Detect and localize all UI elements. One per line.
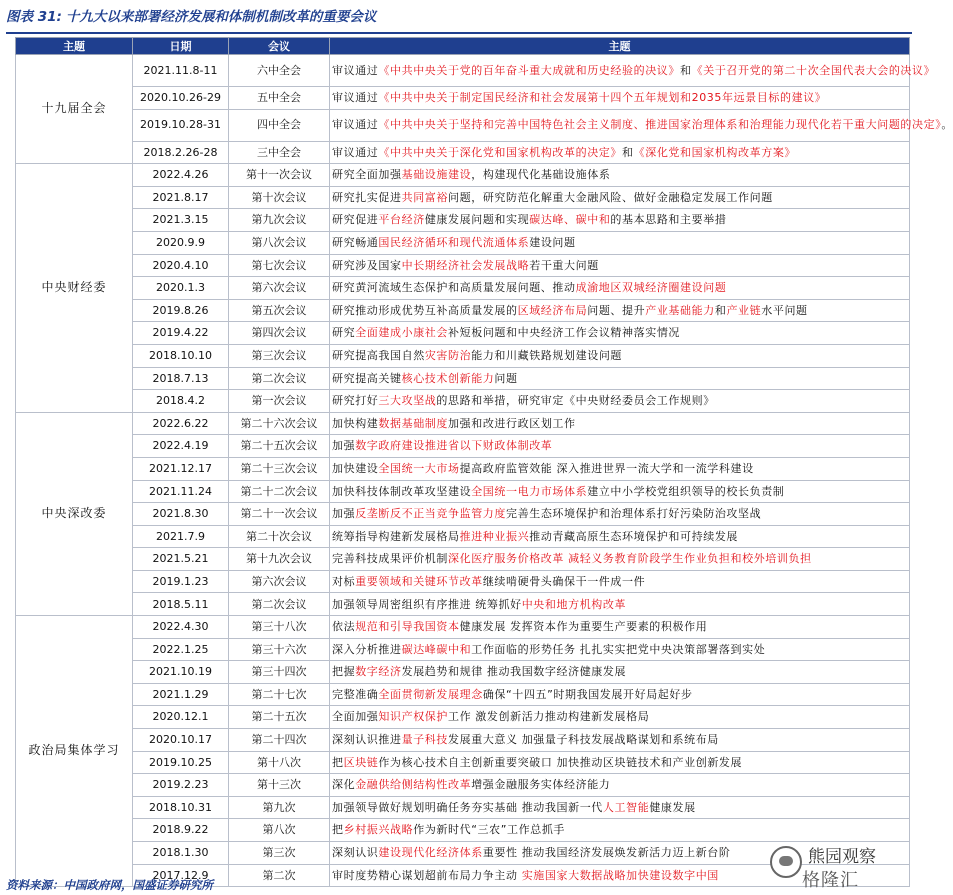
topic-text: 把: [332, 755, 344, 769]
topic-text: 把握: [332, 665, 356, 679]
date-cell: 2021.8.30: [133, 503, 229, 526]
theme-cell: 中央深改委: [16, 412, 133, 615]
meeting-cell: 三中全会: [229, 141, 330, 164]
highlight-text: 灾害防治: [424, 348, 472, 362]
meeting-cell: 第三十八次: [229, 616, 330, 639]
watermark: [770, 842, 910, 892]
topic-cell: [330, 683, 910, 706]
topic-text: 审议通过: [332, 91, 379, 105]
topic-text: 加强领导做好规划明确任务夯实基础 推动我国新一代: [332, 800, 603, 814]
date-cell: 2020.10.26-29: [133, 87, 229, 110]
table-row: [16, 390, 910, 413]
meeting-cell: 第三次会议: [229, 344, 330, 367]
highlight-text: 规范和引导我国资本: [355, 620, 460, 634]
highlight-text: 《中共中央关于制定国民经济和社会发展第十四个五年规划和2035年远景目标的建议》: [378, 91, 827, 105]
topic-cell: [330, 87, 910, 110]
highlight-text: 金融供给侧结构性改革: [355, 778, 472, 792]
highlight-text: 产业基础能力: [645, 303, 715, 317]
topic-text: 研究推动形成优势互补高质量发展的: [332, 303, 518, 317]
topic-text: 工作 激发创新活力推动构建新发展格局: [448, 710, 650, 724]
highlight-text: 平台经济: [378, 213, 425, 227]
header-date: 日期: [133, 38, 229, 55]
topic-text: 问题、提升: [587, 303, 646, 317]
highlight-text: 全国统一电力市场体系: [471, 484, 588, 498]
meeting-cell: 第七次会议: [229, 254, 330, 277]
meeting-cell: 第六次会议: [229, 277, 330, 300]
topic-text: 加快建设: [332, 461, 379, 475]
highlight-text: 共同富裕: [401, 190, 449, 204]
highlight-text: 《中共中央关于党的百年奋斗重大成就和历史经验的决议》: [378, 63, 681, 77]
topic-text: 发展趋势和规律 推动我国数字经济健康发展: [401, 665, 627, 679]
date-cell: 2020.4.10: [133, 254, 229, 277]
date-cell: 2019.4.22: [133, 322, 229, 345]
highlight-text: 反垄断反不正当竞争监管力度: [355, 507, 507, 521]
date-cell: 2021.11.24: [133, 480, 229, 503]
highlight-text: 实施国家大数据战略加快建设数字中国: [521, 868, 719, 882]
topic-text: 研究提高我国自然: [332, 348, 425, 362]
topic-text: 研究促进: [332, 213, 379, 227]
topic-text: 研究打好: [332, 394, 379, 408]
table-row: [16, 109, 910, 141]
header-meeting: 会议: [229, 38, 330, 55]
highlight-text: 人工智能: [602, 800, 650, 814]
topic-text: 加强: [332, 507, 356, 521]
date-cell: 2021.10.19: [133, 661, 229, 684]
topic-cell: [330, 570, 910, 593]
highlight-text: 《中共中央关于深化党和国家机构改革的决定》: [378, 145, 623, 159]
topic-text: 能力和川藏铁路规划建设问题: [471, 348, 623, 362]
highlight-text: 乡村振兴战略: [343, 823, 414, 837]
table-row: [16, 55, 910, 87]
topic-text: 研究扎实促进: [332, 190, 402, 204]
topic-cell: [330, 186, 910, 209]
table-row: [16, 344, 910, 367]
topic-cell: [330, 109, 953, 141]
table-row: [16, 638, 910, 661]
date-cell: 2020.10.17: [133, 729, 229, 752]
meeting-cell: 第三十六次: [229, 638, 330, 661]
topic-cell: [330, 164, 910, 187]
topic-text: 推动青藏高原生态环境保护和可持续发展: [529, 529, 739, 543]
topic-cell: [330, 503, 910, 526]
meeting-cell: 第二十六次会议: [229, 412, 330, 435]
topic-cell: [330, 231, 910, 254]
topic-text: 提高政府监管效能 深入推进世界一流大学和一流学科建设: [459, 461, 754, 475]
theme-cell: 政治局集体学习: [16, 616, 133, 887]
meeting-cell: 第十九次会议: [229, 548, 330, 571]
date-cell: 2017.12.9: [133, 864, 229, 887]
table-row: [16, 209, 910, 232]
topic-cell: [330, 661, 910, 684]
topic-cell: [330, 706, 910, 729]
topic-text: 加快科技体制改革攻坚建设: [332, 484, 472, 498]
meeting-cell: 第二次会议: [229, 593, 330, 616]
topic-cell: [330, 435, 910, 458]
topic-cell: [330, 774, 910, 797]
meeting-cell: 第十次会议: [229, 186, 330, 209]
topic-text: 健康发展 发挥资本作为重要生产要素的积极作用: [459, 620, 708, 634]
wechat-icon: [770, 846, 802, 878]
table-row: [16, 570, 910, 593]
highlight-text: 《关于召开党的第二十次全国代表大会的决议》: [691, 63, 936, 77]
topic-cell: [330, 457, 910, 480]
highlight-text: 全国统一大市场: [378, 461, 460, 475]
topic-text: 审议通过: [332, 145, 379, 159]
date-cell: 2018.5.11: [133, 593, 229, 616]
topic-cell: [330, 344, 910, 367]
figure-label: 图表 31:: [6, 9, 62, 25]
date-cell: 2018.4.2: [133, 390, 229, 413]
table-row: [16, 322, 910, 345]
topic-cell: [330, 819, 910, 842]
table-row: [16, 457, 910, 480]
table-row: [16, 729, 910, 752]
figure-title: [6, 4, 912, 34]
topic-text: 完善科技成果评价机制: [332, 552, 448, 566]
topic-text: 建立中小学校党组织领导的校长负责制: [587, 484, 785, 498]
watermark-line2: 格隆汇: [802, 870, 859, 891]
topic-text: 研究: [332, 326, 356, 340]
date-cell: 2019.8.26: [133, 299, 229, 322]
topic-text: 研究提高关键: [332, 371, 402, 385]
table-row: [16, 683, 910, 706]
date-cell: 2018.7.13: [133, 367, 229, 390]
highlight-text: 知识产权保护: [378, 710, 449, 724]
table-row: [16, 706, 910, 729]
table-row: [16, 164, 910, 187]
highlight-text: 数字经济: [355, 665, 402, 679]
topic-cell: [330, 299, 910, 322]
topic-cell: [330, 254, 910, 277]
highlight-text: 量子科技: [401, 733, 449, 747]
table-row: [16, 503, 910, 526]
topic-text: 。: [941, 118, 953, 132]
topic-text: 作为新时代“三农”工作总抓手: [413, 823, 566, 837]
table-row: [16, 435, 910, 458]
table-row: [16, 277, 910, 300]
meeting-cell: 第三次: [229, 842, 330, 865]
theme-cell: 中央财经委: [16, 164, 133, 413]
topic-cell: [330, 412, 910, 435]
meeting-cell: 四中全会: [229, 109, 330, 141]
topic-text: 重要性 推动我国经济发展焕发新活力迈上新台阶: [482, 846, 731, 860]
topic-text: 审议通过: [332, 63, 379, 77]
meeting-cell: 第二十一次会议: [229, 503, 330, 526]
topic-text: 完整准确: [332, 687, 379, 701]
meeting-cell: 第二十次会议: [229, 525, 330, 548]
topic-cell: [330, 796, 910, 819]
topic-cell: [330, 322, 910, 345]
date-cell: 2021.3.15: [133, 209, 229, 232]
highlight-text: 核心技术创新能力: [401, 371, 495, 385]
topic-text: 对标: [332, 574, 356, 588]
topic-text: 作为核心技术自主创新重要突破口 加快推动区块链技术和产业创新发展: [378, 755, 743, 769]
meeting-cell: 第二次: [229, 864, 330, 887]
topic-text: 继续啃硬骨头确保干一件成一件: [482, 574, 646, 588]
topic-text: 和: [622, 145, 634, 159]
topic-cell: [330, 638, 910, 661]
figure-title-text: 十九大以来部署经济发展和体制机制改革的重要会议: [65, 9, 377, 25]
meetings-table: [15, 37, 953, 887]
topic-text: 工作面临的形势任务 扎扎实实把党中央决策部署落到实处: [471, 642, 766, 656]
date-cell: 2019.1.23: [133, 570, 229, 593]
topic-text: 深刻认识推进: [332, 733, 402, 747]
table-row: [16, 525, 910, 548]
topic-text: 和: [680, 63, 692, 77]
meeting-cell: 第八次会议: [229, 231, 330, 254]
topic-text: 研究涉及国家: [332, 258, 402, 272]
topic-text: 审时度势精心谋划超前布局力争主动: [332, 868, 522, 882]
highlight-text: 《深化党和国家机构改革方案》: [633, 145, 797, 159]
highlight-text: 数字政府建设: [355, 439, 425, 453]
date-cell: 2018.1.30: [133, 842, 229, 865]
table-row: [16, 367, 910, 390]
topic-text: 发展重大意义 加强量子科技发展战略谋划和系统布局: [448, 733, 719, 747]
topic-text: 加强领导周密组织有序推进 统筹抓好: [332, 597, 522, 611]
date-cell: 2022.1.25: [133, 638, 229, 661]
topic-text: 深化: [332, 778, 356, 792]
topic-text: 补短板问题和中央经济工作会议精神落实情况: [448, 326, 681, 340]
meeting-cell: 第八次: [229, 819, 330, 842]
topic-text: 若干重大问题: [529, 258, 599, 272]
meeting-cell: 第二十三次会议: [229, 457, 330, 480]
date-cell: 2020.12.1: [133, 706, 229, 729]
topic-text: 的基本思路和主要举措: [610, 213, 727, 227]
date-cell: 2022.4.19: [133, 435, 229, 458]
topic-cell: [330, 390, 910, 413]
date-cell: 2021.1.29: [133, 683, 229, 706]
table-row: [16, 87, 910, 110]
table-row: [16, 412, 910, 435]
topic-cell: [330, 480, 910, 503]
watermark-line1: 熊园观察: [808, 847, 876, 867]
date-cell: 2021.12.17: [133, 457, 229, 480]
table-row: [16, 819, 910, 842]
table-row: [16, 141, 910, 164]
highlight-text: 碳达峰、碳中和: [529, 213, 611, 227]
topic-cell: [330, 616, 910, 639]
meeting-cell: 第三十四次: [229, 661, 330, 684]
highlight-text: 国民经济循环和现代流通体系: [378, 236, 530, 250]
topic-text: 统筹指导构建新发展格局: [332, 529, 460, 543]
highlight-text: 碳达峰碳中和: [401, 642, 472, 656]
highlight-text: 全面贯彻新发展理念: [378, 687, 483, 701]
highlight-text: 重要领域和关键环节改革: [355, 574, 483, 588]
table-row: [16, 231, 910, 254]
table-row: [16, 254, 910, 277]
meeting-cell: 第二十五次会议: [229, 435, 330, 458]
date-cell: 2019.10.28-31: [133, 109, 229, 141]
topic-text: 加强: [332, 439, 356, 453]
source-note: 资料来源：中国政府网，国盛证券研究所: [6, 878, 213, 892]
highlight-text: 《中共中央关于坚持和完善中国特色社会主义制度、推进国家治理体系和治理能力现代化若干重大问题的决定》: [378, 118, 942, 132]
topic-cell: [330, 729, 910, 752]
date-cell: 2022.6.22: [133, 412, 229, 435]
highlight-text: 深化医疗服务价格改革 减轻义务教育阶段学生作业负担和校外培训负担: [448, 552, 812, 566]
topic-text: 健康发展: [649, 800, 696, 814]
highlight-text: 成渝地区双城经济圈建设问题: [575, 281, 727, 295]
topic-cell: [330, 548, 910, 571]
highlight-text: 中央和地方机构改革: [521, 597, 627, 611]
meeting-cell: 第四次会议: [229, 322, 330, 345]
meeting-cell: 第二十五次: [229, 706, 330, 729]
meeting-cell: 第六次会议: [229, 570, 330, 593]
highlight-text: 区域经济布局: [517, 303, 588, 317]
date-cell: 2021.11.8-11: [133, 55, 229, 87]
meeting-cell: 第十八次: [229, 751, 330, 774]
topic-text: 健康发展问题和实现: [424, 213, 530, 227]
topic-text: 问题: [494, 371, 518, 385]
meeting-cell: 第二十四次: [229, 729, 330, 752]
meeting-cell: 第一次会议: [229, 390, 330, 413]
date-cell: 2021.8.17: [133, 186, 229, 209]
topic-text: 的思路和举措，研究审定《中央财经委员会工作规则》: [436, 394, 715, 408]
meeting-cell: 第二次会议: [229, 367, 330, 390]
highlight-text: 基础设施建设: [401, 168, 472, 182]
table-row: [16, 186, 910, 209]
highlight-text: 区块链: [343, 755, 379, 769]
topic-cell: [330, 277, 910, 300]
date-cell: 2018.2.26-28: [133, 141, 229, 164]
topic-text: 深入分析推进: [332, 642, 402, 656]
date-cell: 2022.4.26: [133, 164, 229, 187]
meeting-cell: 第十一次会议: [229, 164, 330, 187]
table-row: [16, 661, 910, 684]
date-cell: 2018.10.10: [133, 344, 229, 367]
topic-text: 研究黄河流域生态保护和高质量发展问题、推动: [332, 281, 576, 295]
date-cell: 2021.7.9: [133, 525, 229, 548]
table-row: [16, 480, 910, 503]
highlight-text: 数据基础制度: [378, 416, 449, 430]
topic-cell: [330, 367, 910, 390]
meeting-cell: 第二十七次: [229, 683, 330, 706]
topic-text: 研究全面加强: [332, 168, 402, 182]
topic-text: 全面加强: [332, 710, 379, 724]
theme-cell: 十九届全会: [16, 55, 133, 164]
table-body: [16, 55, 953, 887]
highlight-text: 产业链: [726, 303, 762, 317]
topic-text: 和: [714, 303, 727, 317]
meeting-cell: 第九次会议: [229, 209, 330, 232]
topic-text: 加强和改进行政区划工作: [448, 416, 576, 430]
table-row: [16, 616, 910, 639]
topic-text: 依法: [332, 620, 356, 634]
meeting-cell: 第十三次: [229, 774, 330, 797]
date-cell: 2021.5.21: [133, 548, 229, 571]
date-cell: 2020.1.3: [133, 277, 229, 300]
table-header-row: [16, 38, 910, 55]
highlight-text: 建设现代化经济体系: [378, 846, 483, 860]
topic-cell: [330, 593, 910, 616]
topic-text: 加快构建: [332, 416, 379, 430]
topic-text: 问题，研究防范化解重大金融风险、做好金融稳定发展工作问题: [448, 190, 773, 204]
table-row: [16, 299, 910, 322]
meeting-cell: 六中全会: [229, 55, 330, 87]
topic-text: 深刻认识: [332, 846, 379, 860]
date-cell: 2018.10.31: [133, 796, 229, 819]
topic-text: 建设问题: [529, 236, 576, 250]
topic-cell: [330, 141, 910, 164]
meeting-cell: 五中全会: [229, 87, 330, 110]
topic-cell: [330, 55, 936, 87]
topic-text: 增强金融服务实体经济能力: [471, 778, 611, 792]
table-row: [16, 593, 910, 616]
topic-text: 完善生态环境保护和治理体系打好污染防治攻坚战: [506, 507, 762, 521]
header-theme: 主题: [16, 38, 133, 55]
date-cell: 2019.10.25: [133, 751, 229, 774]
meeting-cell: 第九次: [229, 796, 330, 819]
topic-text: 水平问题: [761, 303, 808, 317]
topic-text: ，构建现代化基础设施体系: [471, 168, 611, 182]
topic-text: 确保“十四五”时期我国发展开好局起好步: [482, 687, 693, 701]
table-row: [16, 774, 910, 797]
date-cell: 2018.9.22: [133, 819, 229, 842]
topic-cell: [330, 525, 910, 548]
highlight-text: 全面建成小康社会: [355, 326, 449, 340]
date-cell: 2022.4.30: [133, 616, 229, 639]
topic-cell: [330, 751, 910, 774]
meeting-cell: 第二十二次会议: [229, 480, 330, 503]
meeting-cell: 第五次会议: [229, 299, 330, 322]
table-row: [16, 796, 910, 819]
topic-text: 审议通过: [332, 118, 379, 132]
table-row: [16, 548, 910, 571]
date-cell: 2020.9.9: [133, 231, 229, 254]
highlight-text: 推进种业振兴: [459, 529, 530, 543]
table-row: [16, 751, 910, 774]
topic-text: 把: [332, 823, 344, 837]
header-topic: 主题: [330, 38, 910, 55]
highlight-text: 推进省以下财政体制改革: [424, 439, 553, 453]
highlight-text: 三大攻坚战: [378, 394, 437, 408]
topic-text: 研究畅通: [332, 236, 379, 250]
date-cell: 2019.2.23: [133, 774, 229, 797]
topic-cell: [330, 209, 910, 232]
highlight-text: 中长期经济社会发展战略: [401, 258, 530, 272]
